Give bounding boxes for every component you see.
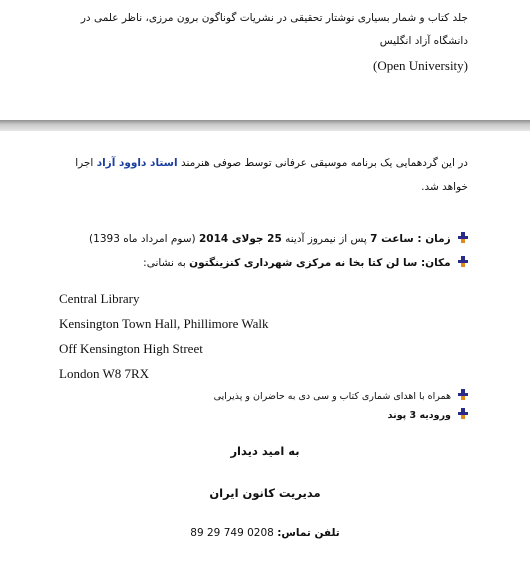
intro-line-2: خواهد شد. — [421, 181, 468, 193]
bio-line-3: (Open University) — [373, 58, 468, 73]
note-entry-fee: ورودیه 3 پوند — [387, 410, 451, 421]
bullet-icon — [458, 389, 468, 400]
note-line-2 — [388, 408, 468, 421]
note-line-1 — [214, 389, 468, 402]
address-line-1: Central Library — [59, 291, 140, 306]
intro-line-1 — [75, 157, 468, 169]
bio-line-2: دانشگاه آزاد انگلیس — [379, 35, 468, 47]
place-label: مکان: سا لن کتا بخا نه مرکزی شهرداری کنزینگتون — [189, 257, 451, 269]
bullet-icon — [458, 408, 468, 419]
address-line-4: London W8 7RX — [59, 366, 150, 381]
performer-name: استاد داوود آزاد — [96, 157, 178, 169]
time-label: زمان : ساعت 7 — [370, 233, 451, 245]
bio-line-1: جلد کتاب و شمار بسیاری نوشتار تحقیقی در نشریات گوناگون برون مرزی، ناظر علمی در — [80, 12, 468, 24]
place-rest: به نشانی: — [143, 257, 186, 269]
place-line — [143, 256, 468, 269]
time-line — [89, 232, 468, 245]
intro-text: در این گردهمایی یک برنامه موسیقی عرفانی توسط صوفی هنرمند — [180, 157, 468, 169]
bullet-icon — [458, 256, 468, 267]
farewell: به امید دیدار — [230, 444, 300, 458]
time-date: 25 جولای 2014 — [199, 233, 282, 245]
intro-text-end: اجرا — [75, 157, 94, 169]
bullet-icon — [458, 232, 468, 243]
phone-line — [0, 527, 530, 539]
phone-number: 0208 749 29 89 — [190, 527, 274, 539]
previous-page — [0, 0, 530, 120]
time-rest: پس از نیمروز آدینه — [285, 233, 367, 245]
note-gifts: همراه با اهدای شماری کتاب و سی دی به حاضران و پذیرایی — [213, 391, 451, 402]
time-hijri: (سوم امرداد ماه 1393) — [89, 233, 196, 245]
phone-label: تلفن تماس: — [277, 527, 340, 539]
event-page — [0, 131, 530, 585]
signature: مدیریت کانون ایران — [209, 486, 321, 500]
address-line-3: Off Kensington High Street — [59, 341, 203, 356]
page-divider — [0, 120, 530, 131]
address-line-2: Kensington Town Hall, Phillimore Walk — [59, 316, 269, 331]
